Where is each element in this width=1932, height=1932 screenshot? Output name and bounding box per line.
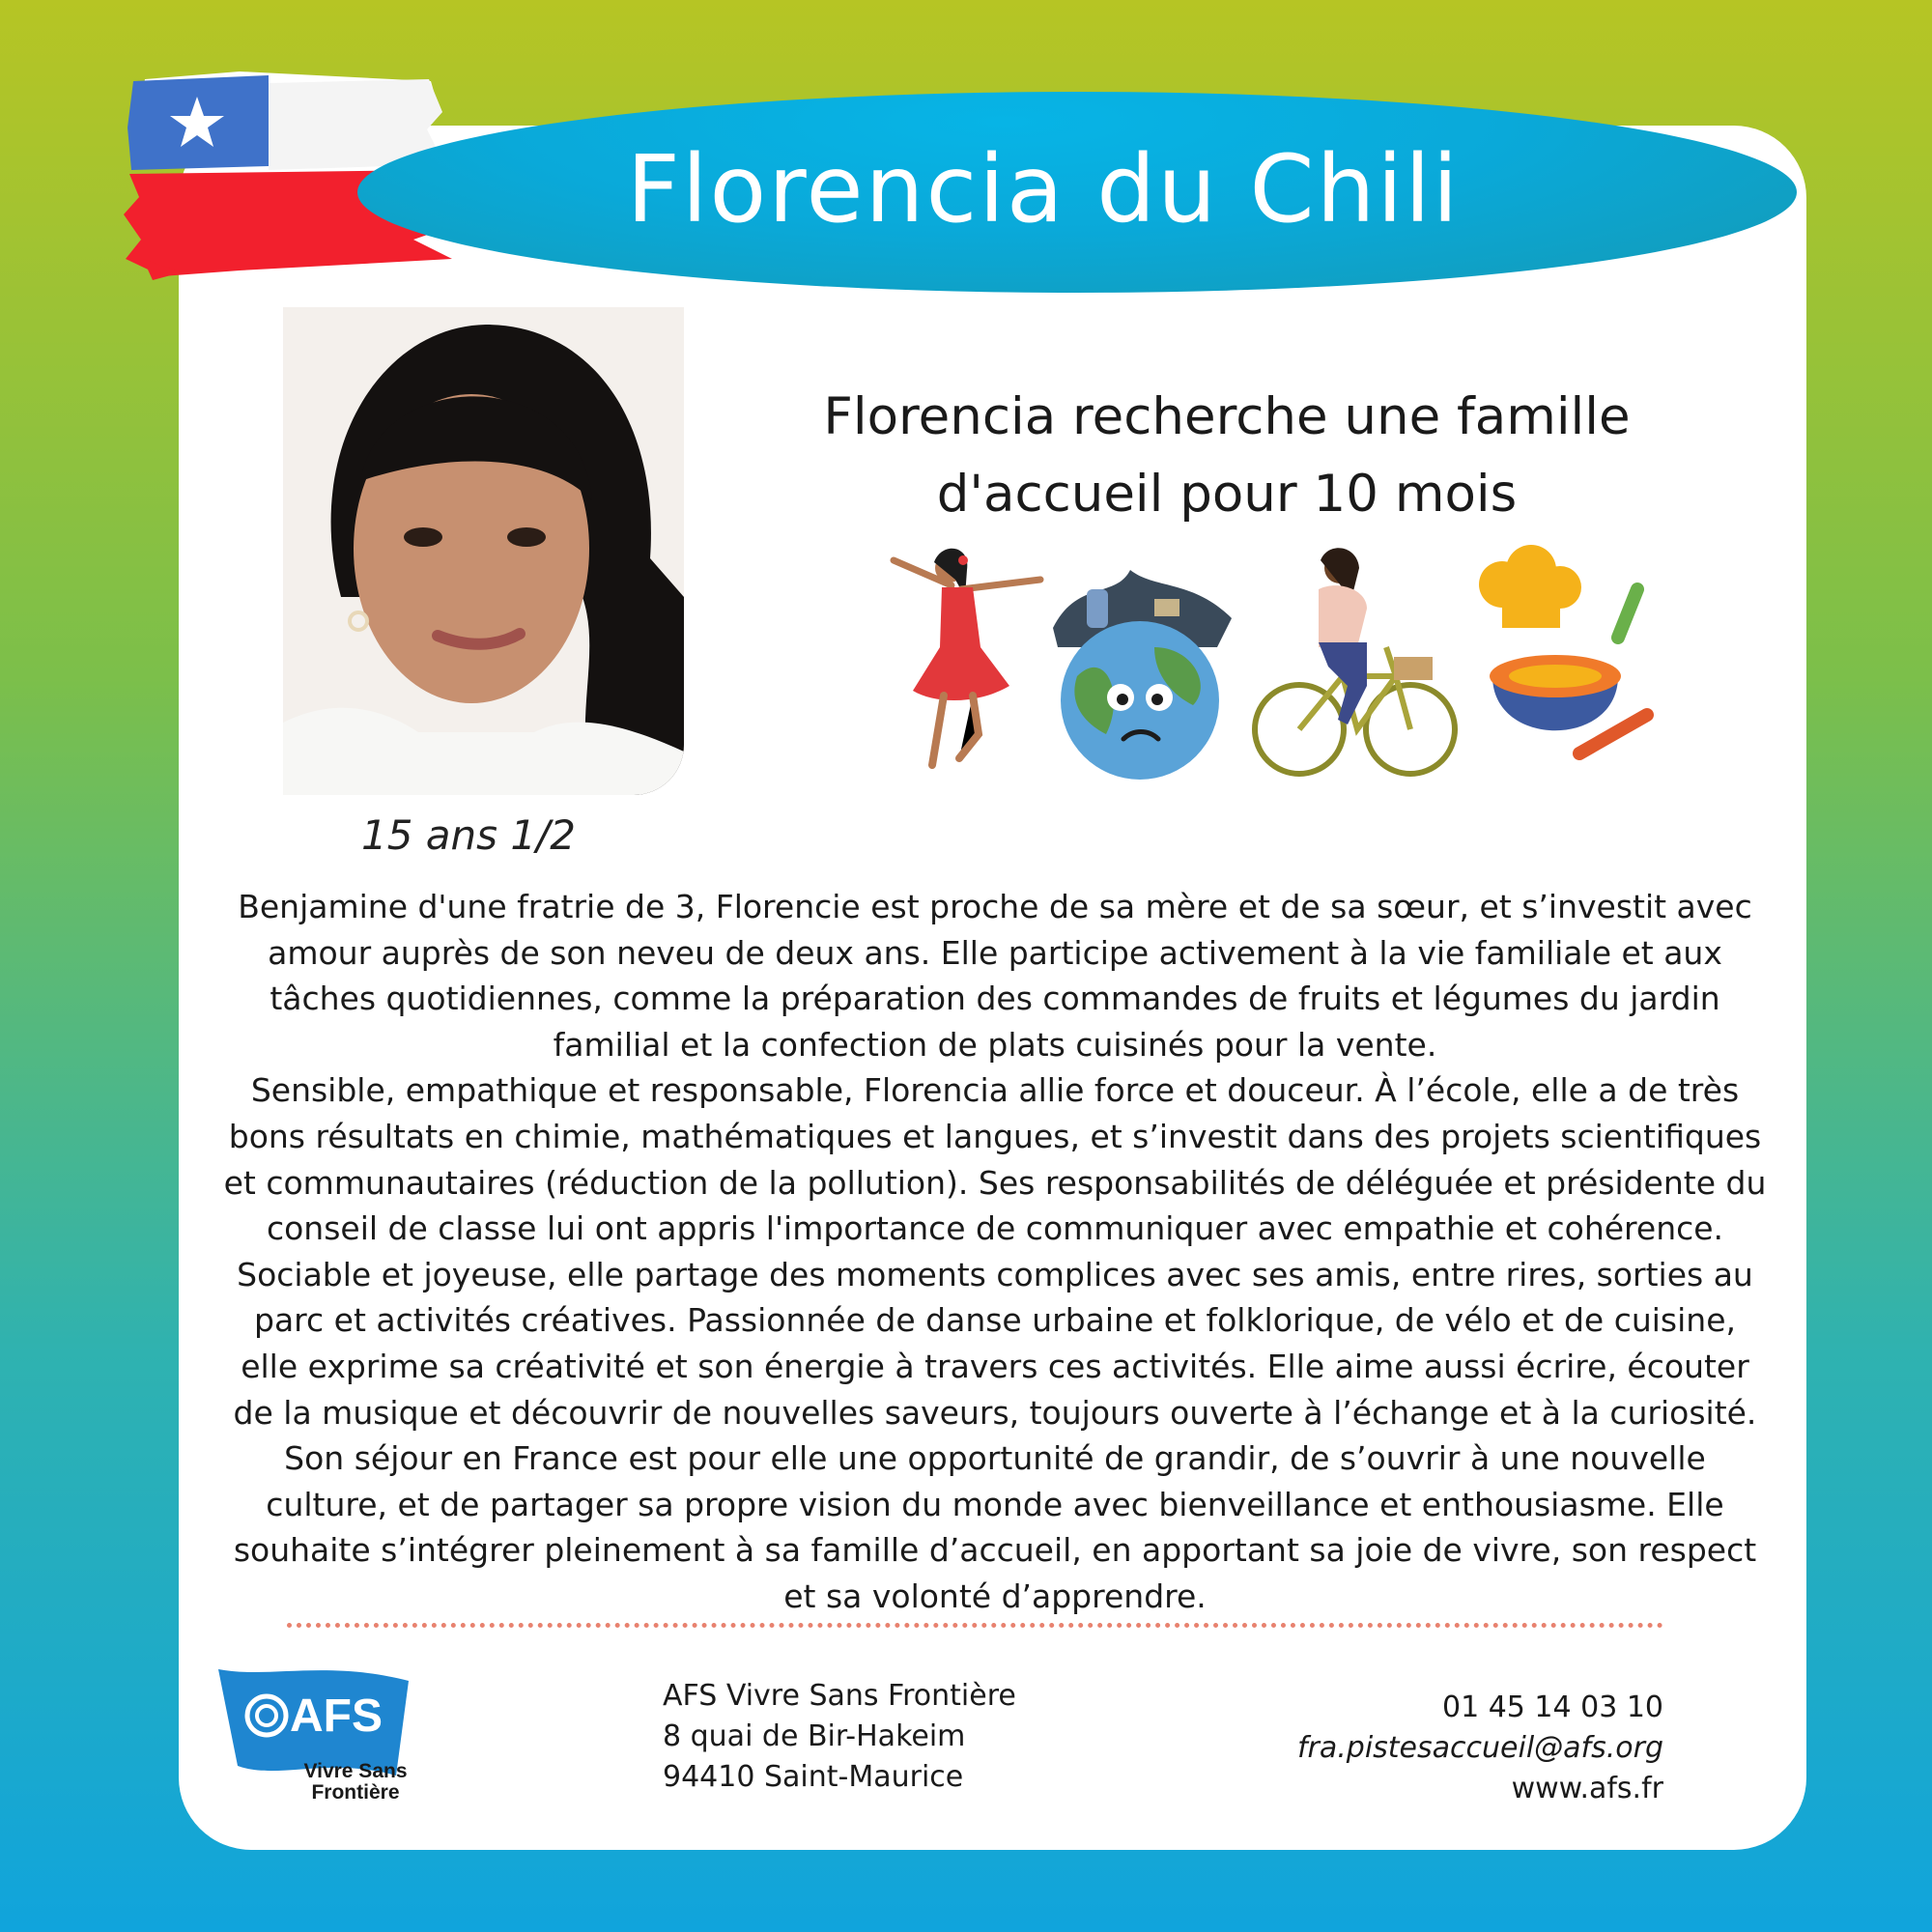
afs-logo-text: AFS	[290, 1690, 383, 1742]
cooking-icon	[1473, 541, 1666, 782]
polluted-earth-icon	[1038, 541, 1241, 782]
postal-address	[663, 1676, 1016, 1798]
afs-logo-subtitle-line-2: Frontière	[311, 1781, 400, 1804]
headline-line-1: Florencia recherche une famille	[823, 387, 1631, 446]
page-title: Florencia du Chili	[626, 135, 1461, 243]
bio-paragraph-1: Benjamine d'une fratrie de 3, Florencie est proche de sa mère et de sa sœur, et s’investit avec amour auprès de son neveu de deux ans. Elle participe activement à la vie familiale et aux tâches quotidiennes, comme la préparation des commandes de fruits et légumes du jardin familial et la confection de plats cuisinés pour la vente.	[238, 888, 1752, 1064]
portrait-photo	[283, 307, 684, 795]
hobby-icons	[884, 541, 1666, 792]
dancer-icon	[884, 541, 1053, 782]
city-address: 94410 Saint-Maurice	[663, 1760, 964, 1794]
bio-text	[222, 884, 1768, 1620]
dotted-divider	[287, 1623, 1663, 1628]
contact-info	[1297, 1688, 1663, 1809]
website-link[interactable]: www.afs.fr	[1511, 1772, 1663, 1805]
bio-paragraph-2: Sensible, empathique et responsable, Florencia allie force et douceur. À l’école, elle a de très bons résultats en chimie, mathématiques et langues, et s’investit dans des projets scientifiques et communautaires (réduction de la pollution). Ses responsabilités de déléguée et présidente du conseil de classe lui ont appris l'importance de communiquer avec empathie et cohérence. Sociable et joyeuse, elle partage des moments complices avec ses amis, entre rires, sorties au parc et activités créatives. Passionnée de danse urbaine et folklorique, de vélo et de cuisine, elle exprime sa créativité et son énergie à travers ces activités. Elle aime aussi écrire, écouter de la musique et découvrir de nouvelles saveurs, toujours ouverte à l’échange et à la curiosité. Son séjour en France est pour elle une opportunité de grandir, de s’ouvrir à une nouvelle culture, et de partager sa propre vision du monde avec bienveillance et enthousiasme. Elle souhaite s’intégrer pleinement à sa famille d’accueil, en apportant sa joie de vivre, son respect et sa volonté d’apprendre.	[223, 1071, 1767, 1615]
afs-logo-subtitle-line-1: Vivre Sans	[303, 1760, 408, 1782]
afs-logo-subtitle	[288, 1761, 423, 1804]
headline	[734, 379, 1719, 533]
email-link[interactable]: fra.pistesaccueil@afs.org	[1296, 1731, 1663, 1765]
phone-number: 01 45 14 03 10	[1441, 1690, 1663, 1724]
age-label: 15 ans 1/2	[361, 811, 576, 859]
headline-line-2: d'accueil pour 10 mois	[936, 465, 1518, 524]
org-name: AFS Vivre Sans Frontière	[663, 1679, 1016, 1713]
cyclist-icon	[1251, 541, 1459, 782]
street-address: 8 quai de Bir-Hakeim	[663, 1719, 966, 1753]
